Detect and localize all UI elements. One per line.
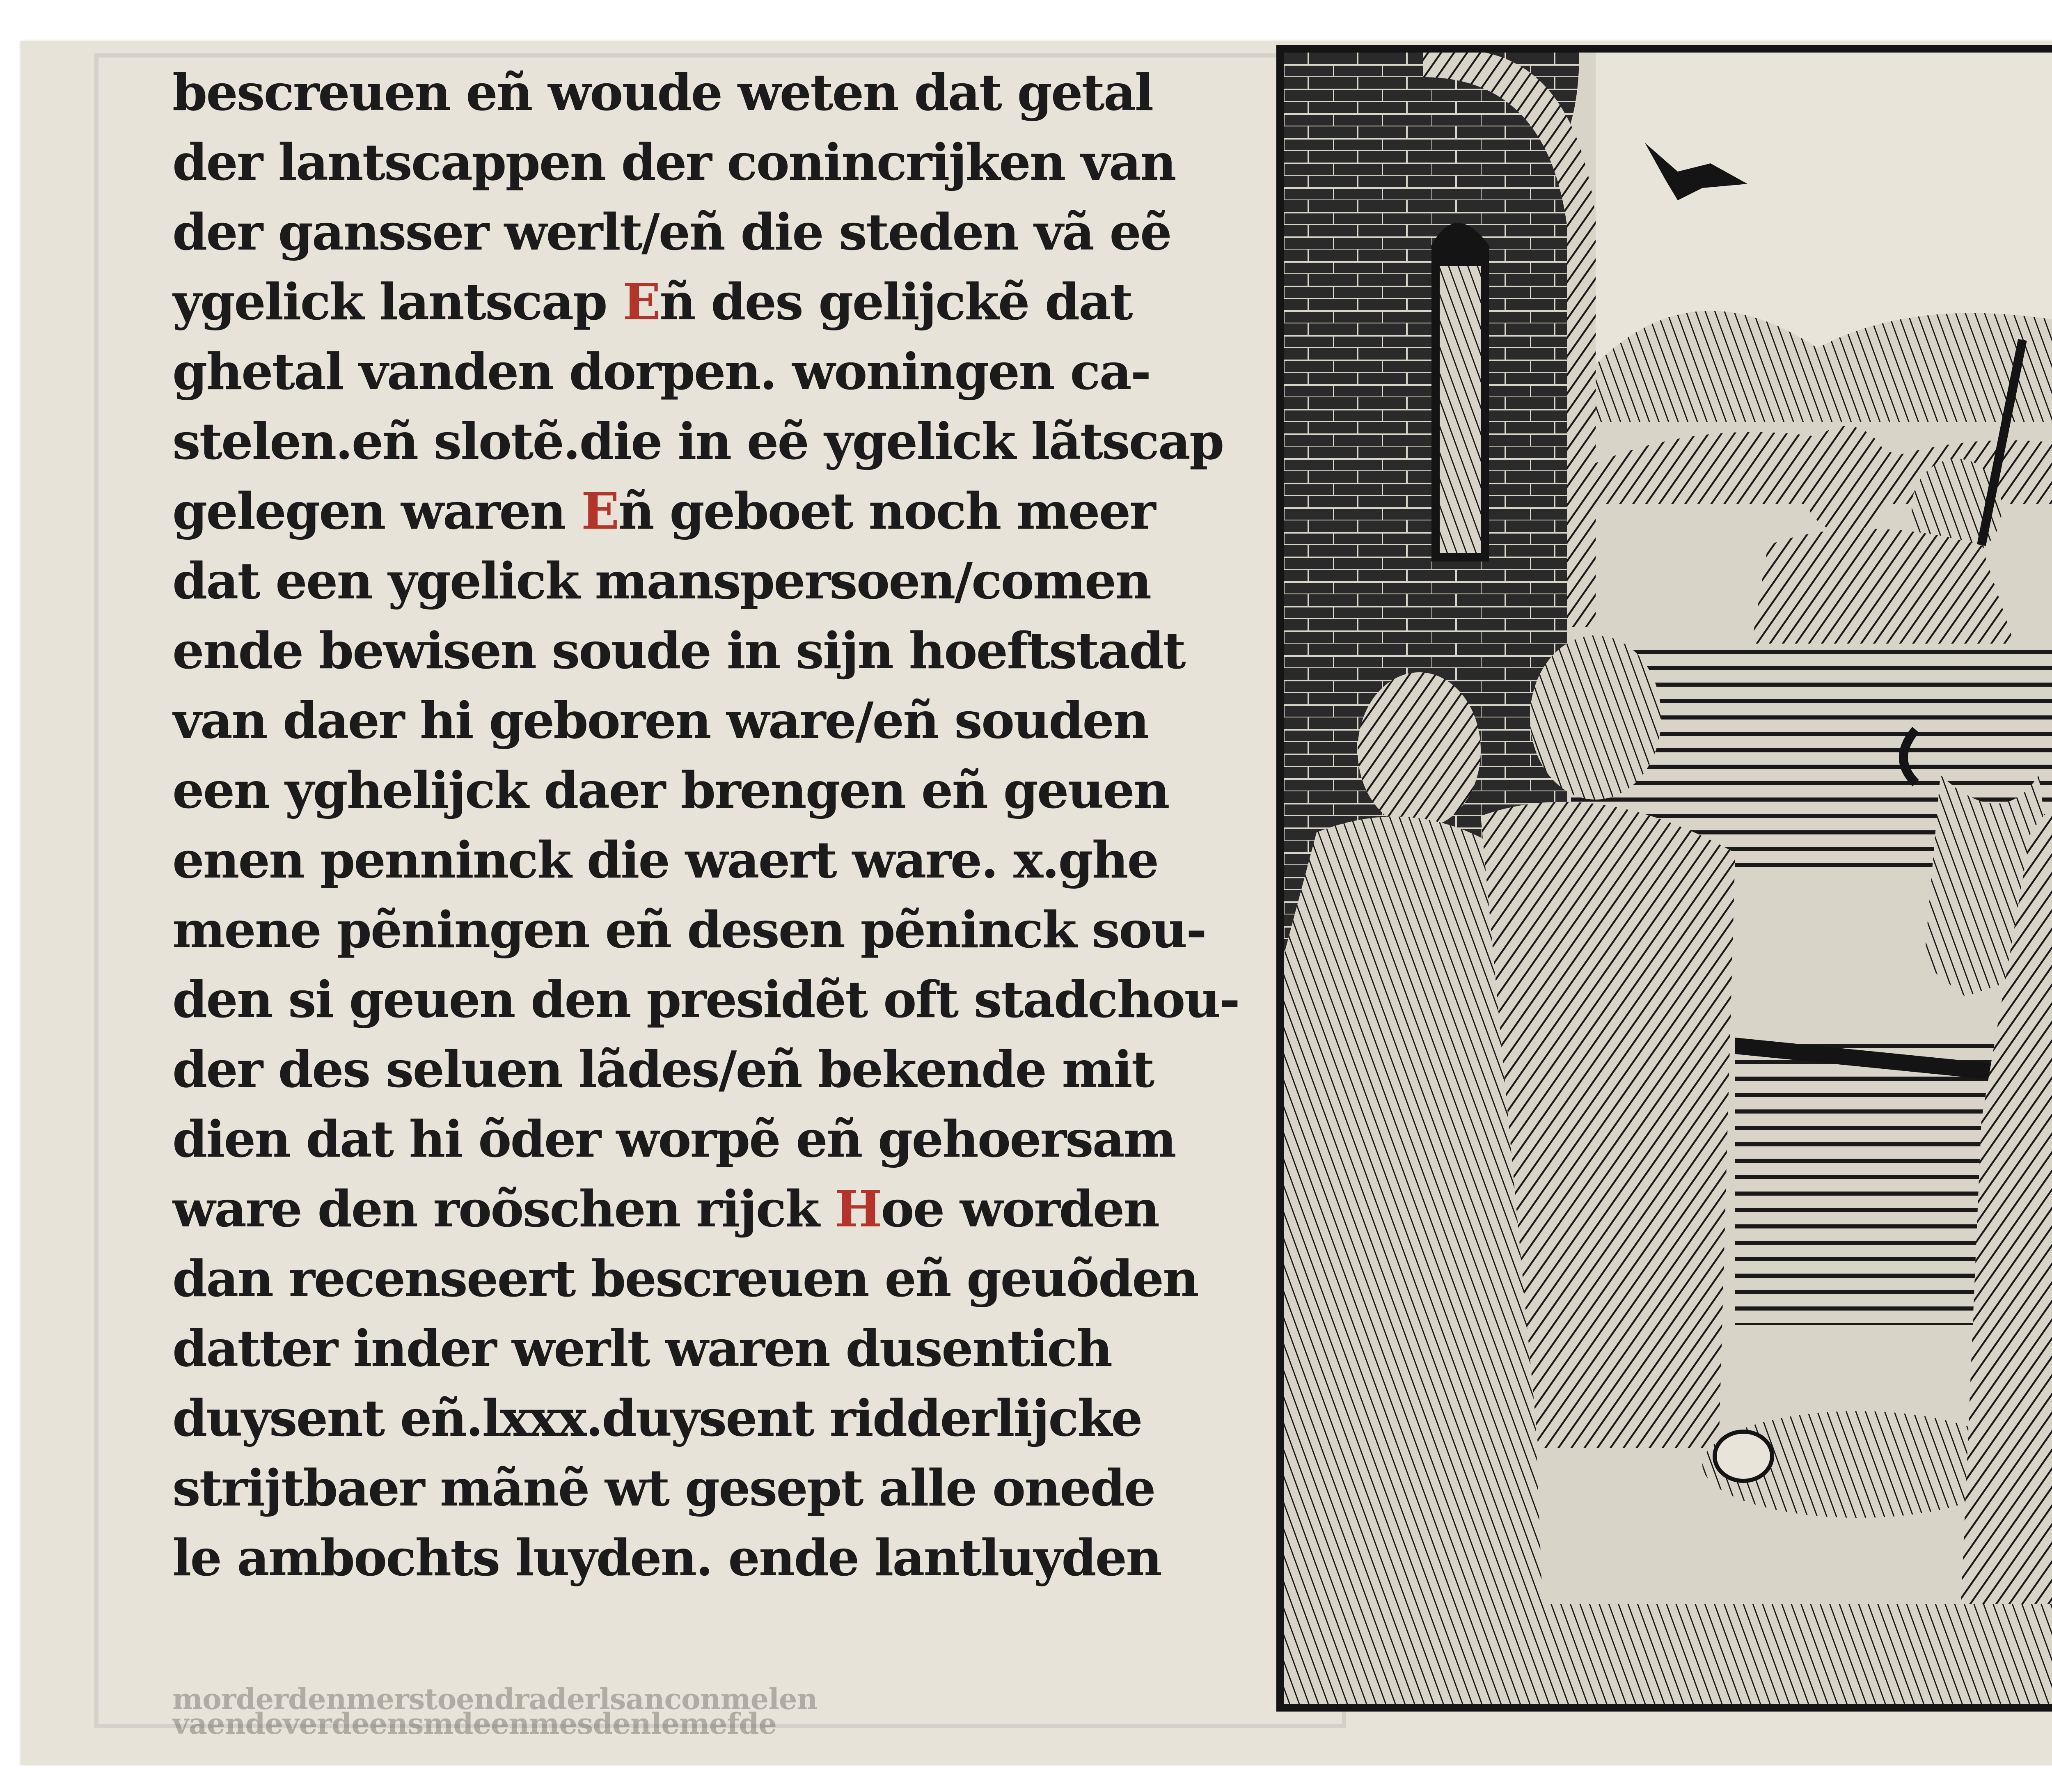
text-line bbox=[172, 406, 1301, 476]
line-text: datter inder werlt waren dusentich bbox=[172, 1319, 1112, 1378]
text-line bbox=[172, 267, 1301, 337]
rubricated-initial: E bbox=[581, 481, 618, 541]
text-line bbox=[172, 895, 1301, 965]
text-line bbox=[172, 1244, 1301, 1313]
text-line bbox=[172, 1104, 1301, 1174]
text-line bbox=[172, 1174, 1301, 1244]
line-text: ñ des gelijckẽ dat bbox=[660, 272, 1132, 331]
line-text: ñ geboet noch meer bbox=[618, 481, 1155, 541]
line-text: dat een ygelick manspersoen/comen bbox=[172, 551, 1151, 610]
text-line bbox=[172, 965, 1301, 1034]
line-text: bescreuen eñ woude weten dat getal bbox=[172, 63, 1153, 122]
line-text: ware den roõschen rijck bbox=[172, 1179, 835, 1238]
text-line bbox=[172, 1383, 1301, 1453]
line-text: der lantscappen der conincrijken van bbox=[172, 133, 1175, 192]
line-text: ygelick lantscap bbox=[172, 272, 623, 331]
line-text: duysent eñ.lxxx.duysent ridderlijcke bbox=[172, 1389, 1142, 1448]
woodcut-drawing bbox=[1284, 53, 2052, 1704]
line-text: dan recenseert bescreuen eñ geuõden bbox=[172, 1249, 1198, 1308]
blackletter-text-column bbox=[172, 57, 1301, 1699]
text-line bbox=[172, 755, 1301, 825]
text-line bbox=[172, 616, 1301, 685]
text-line bbox=[172, 337, 1301, 406]
text-line bbox=[172, 197, 1301, 267]
text-line bbox=[172, 685, 1301, 755]
ground bbox=[1284, 1604, 2052, 1704]
rubricated-initial: E bbox=[623, 272, 660, 331]
print-sheet bbox=[21, 41, 2052, 1765]
bleed-line: vaendeverdeensmdeenmesdenlemefde bbox=[172, 1707, 777, 1736]
line-text: gelegen waren bbox=[172, 481, 582, 541]
text-line bbox=[172, 57, 1301, 127]
text-line bbox=[172, 825, 1301, 895]
line-text: ende bewisen soude in sijn hoeftstadt bbox=[172, 621, 1185, 680]
rubricated-initial: H bbox=[835, 1179, 881, 1238]
line-text: den si geuen den presidẽt oft stadchou- bbox=[172, 970, 1239, 1029]
line-text: strijtbaer mãnẽ wt gesept alle onede bbox=[172, 1458, 1155, 1517]
line-text: ghetal vanden dorpen. woningen ca- bbox=[172, 342, 1150, 401]
text-line bbox=[172, 476, 1301, 546]
text-line bbox=[172, 546, 1301, 616]
line-text: le ambochts luyden. ende lantluyden bbox=[172, 1528, 1161, 1587]
line-text: stelen.eñ slotẽ.die in eẽ ygelick lãtscap bbox=[172, 412, 1223, 471]
line-text: een yghelijck daer brengen eñ geuen bbox=[172, 761, 1169, 820]
text-line bbox=[172, 1453, 1301, 1523]
line-text: der gansser werlt/eñ die steden vã eẽ bbox=[172, 202, 1171, 261]
text-line bbox=[172, 1523, 1301, 1593]
text-line bbox=[172, 1034, 1301, 1104]
bleed-through-text bbox=[172, 1687, 1301, 1736]
line-text: der des seluen lãdes/eñ bekende mit bbox=[172, 1040, 1154, 1099]
line-text: dien dat hi õder worpẽ eñ gehoersam bbox=[172, 1109, 1175, 1169]
text-line bbox=[172, 127, 1301, 197]
text-line bbox=[172, 1313, 1301, 1383]
bleed-line: morderdenmerstoendraderlsanconmelen bbox=[172, 1687, 818, 1716]
nativity-woodcut-illustration bbox=[1276, 45, 2052, 1712]
line-text: van daer hi geboren ware/eñ souden bbox=[172, 691, 1148, 750]
line-text: oe worden bbox=[881, 1179, 1159, 1238]
line-text: enen penninck die waert ware. x.ghe bbox=[172, 830, 1158, 889]
line-text: mene pẽningen eñ desen pẽninck sou- bbox=[172, 900, 1206, 959]
